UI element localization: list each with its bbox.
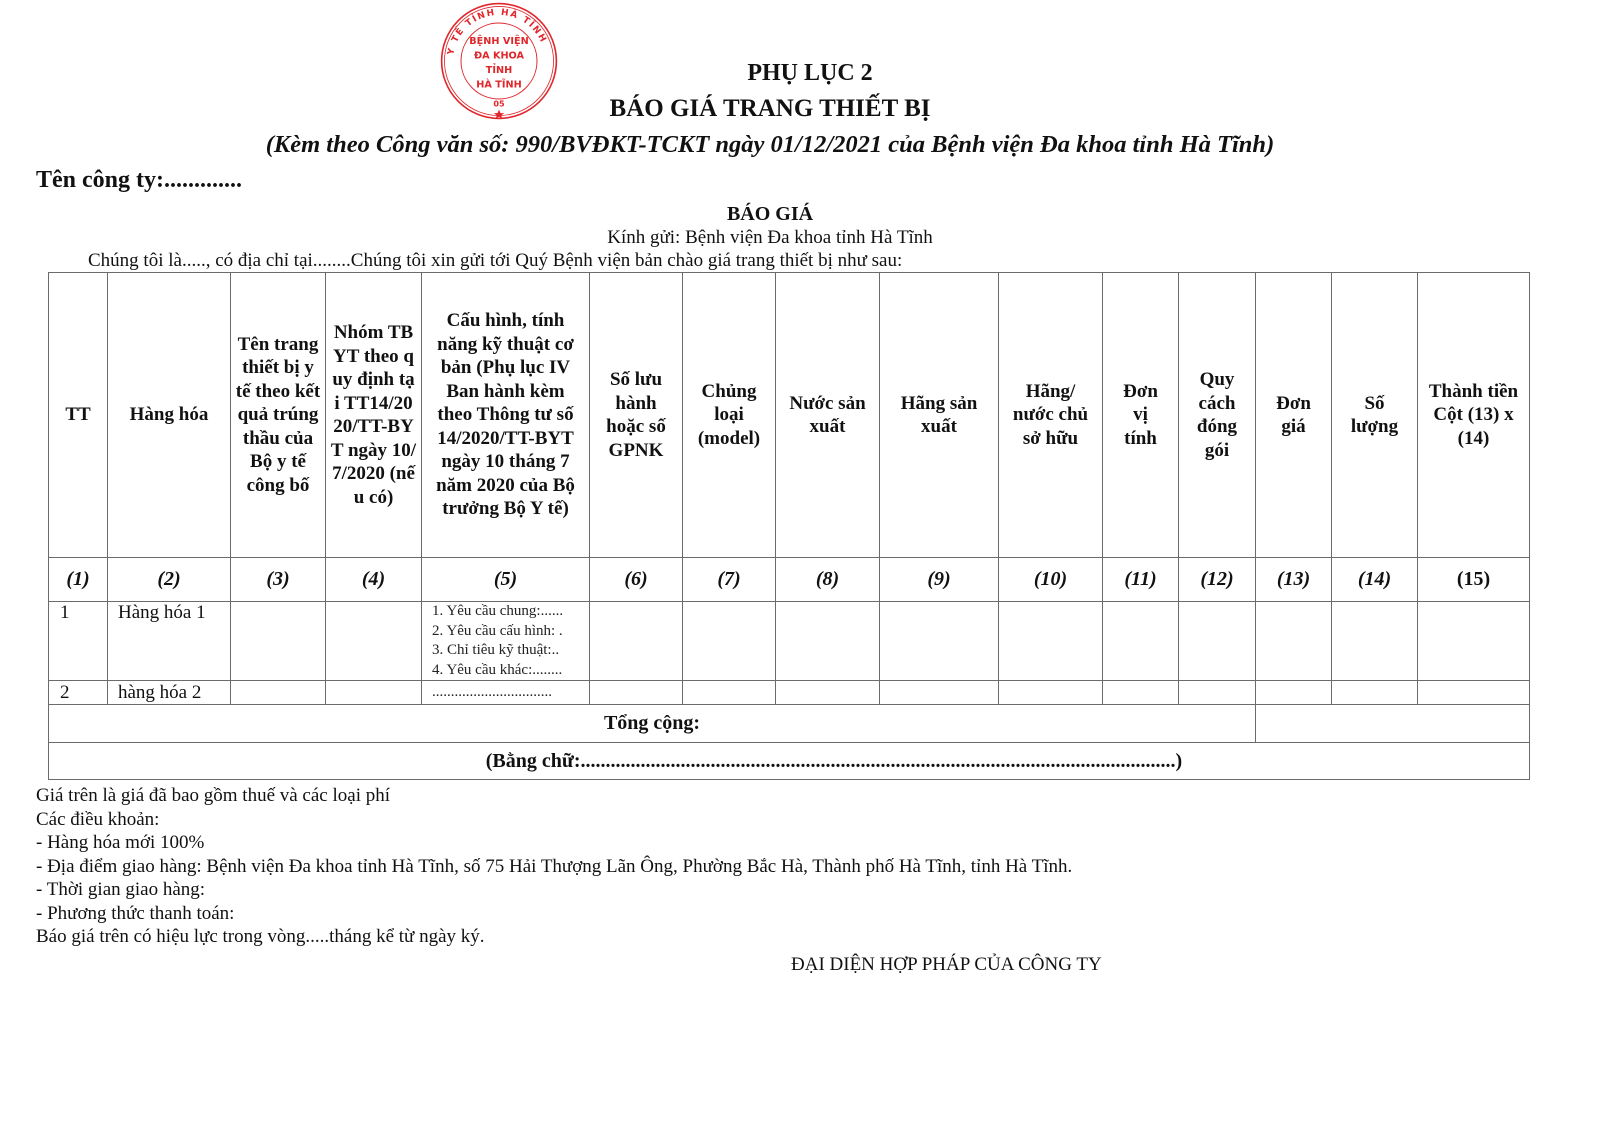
quotation-table: [48, 272, 1530, 780]
row-cell-empty[interactable]: [231, 681, 326, 705]
row-cell-empty[interactable]: [776, 602, 880, 681]
seal-ring-text: Y TẾ TỈNH HÀ TĨNH: [446, 7, 549, 56]
col-header-amount: Thành tiền Cột (13) x (14): [1418, 273, 1530, 558]
spec-item: 4. Yêu cầu khác:........: [432, 661, 563, 678]
row-cell-empty[interactable]: [880, 681, 999, 705]
row-cell-empty[interactable]: [1256, 681, 1332, 705]
spec-item: 2. Yêu cầu cấu hình: .: [432, 622, 563, 639]
hospital-seal-stamp: [440, 2, 558, 120]
col-header-specs: Cấu hình, tính năng kỹ thuật cơ bản (Phụ lục IV Ban hành kèm theo Thông tư số 14/2020/TT-BYT ngày 10 tháng 7 năm 2020 của Bộ trưởng Bộ Y tế): [422, 273, 590, 558]
col-header-country: Nước sản xuất: [776, 273, 880, 558]
document-subtitle: (Kèm theo Công văn số: 990/BVĐKT-TCKT ngày 01/12/2021 của Bệnh viện Đa khoa tỉnh Hà Tĩnh): [265, 131, 1275, 158]
term-item: - Thời gian giao hàng:: [36, 879, 206, 900]
quote-recipient: Kính gửi: Bệnh viện Đa khoa tỉnh Hà Tĩnh: [607, 227, 933, 248]
col-header-quantity: Số lượng: [1332, 273, 1418, 558]
row-tt: 2: [49, 681, 108, 705]
validity-note: Báo giá trên có hiệu lực trong vòng.....tháng kể từ ngày ký.: [36, 926, 485, 947]
terms-heading: Các điều khoản:: [36, 808, 160, 830]
row-cell-empty[interactable]: [1332, 602, 1418, 681]
company-name-field: Tên công ty:.............: [36, 167, 242, 193]
col-header-device-group: Nhóm TBYT theo quy định tại TT14/2020/TT-BYT ngày 10/7/2020 (nếu có): [326, 273, 422, 558]
row-cell-empty[interactable]: [231, 602, 326, 681]
total-value-cell[interactable]: [1256, 705, 1530, 743]
seal-line-3: TỈNH: [485, 65, 513, 77]
seal-line-4: HÀ TĨNH: [476, 79, 522, 91]
row-spec-list: [422, 602, 590, 681]
spec-item: ................................: [432, 683, 552, 700]
amount-in-words-text: (Bằng chữ:.......................................................................................................................): [485, 749, 1183, 772]
col-header-unit: Đơn vị tính: [1103, 273, 1179, 558]
row-cell-empty[interactable]: [1418, 602, 1530, 681]
row-cell-empty[interactable]: [1179, 602, 1256, 681]
spec-item: 1. Yêu cầu chung:......: [432, 603, 564, 619]
row-cell-empty[interactable]: [683, 681, 776, 705]
seal-line-2: ĐA KHOA: [473, 50, 525, 62]
col-header-license: Số lưu hành hoặc số GPNK: [590, 273, 683, 558]
row-cell-empty[interactable]: [1332, 681, 1418, 705]
col-number: (2): [108, 558, 231, 602]
row-cell-empty[interactable]: [683, 602, 776, 681]
row-spec-list: [422, 681, 590, 705]
amount-in-words-row: [49, 743, 1530, 780]
row-tt: 1: [49, 602, 108, 681]
appendix-title: [0, 60, 1600, 87]
row-cell-empty[interactable]: [1179, 681, 1256, 705]
price-note: Giá trên là giá đã bao gồm thuế và các loại phí: [36, 785, 391, 806]
row-goods-name: hàng hóa 2: [108, 681, 231, 705]
seal-line-1: BỆNH VIỆN: [469, 36, 529, 48]
col-number: (1): [49, 558, 108, 602]
row-cell-empty[interactable]: [590, 602, 683, 681]
spec-item: 3. Chỉ tiêu kỹ thuật:..: [432, 642, 560, 658]
col-number: (3): [231, 558, 326, 602]
row-cell-empty[interactable]: [776, 681, 880, 705]
term-item: - Địa điểm giao hàng: Bệnh viện Đa khoa tỉnh Hà Tĩnh, số 75 Hải Thượng Lãn Ông, Phường Bắc Hà, Thành phố Hà Tĩnh, tỉnh Hà Tĩnh.: [36, 855, 1073, 877]
appendix-title-text: PHỤ LỤC 2: [747, 60, 873, 86]
row-cell-empty[interactable]: [880, 602, 999, 681]
col-number: (7): [683, 558, 776, 602]
col-number: (15): [1418, 558, 1530, 602]
row-cell-empty[interactable]: [590, 681, 683, 705]
row-cell-empty[interactable]: [999, 681, 1103, 705]
row-cell-empty[interactable]: [1256, 602, 1332, 681]
col-number: (12): [1179, 558, 1256, 602]
term-item: - Hàng hóa mới 100%: [36, 832, 205, 853]
col-header-tt: TT: [49, 273, 108, 558]
row-cell-empty[interactable]: [1103, 681, 1179, 705]
col-header-device-name: Tên trang thiết bị y tế theo kết quả trúng thầu của Bộ y tế công bố: [231, 273, 326, 558]
col-header-manufacturer: Hãng sản xuất: [880, 273, 999, 558]
col-header-model: Chủng loại (model): [683, 273, 776, 558]
col-number: (9): [880, 558, 999, 602]
col-header-packaging: Quy cách đóng gói: [1179, 273, 1256, 558]
col-header-owner: Hãng/ nước chủ sở hữu: [999, 273, 1103, 558]
col-number: (13): [1256, 558, 1332, 602]
col-number: (6): [590, 558, 683, 602]
terms-section: [36, 784, 1072, 949]
amount-in-words: [49, 743, 1530, 780]
row-cell-empty[interactable]: [1418, 681, 1530, 705]
total-row: [49, 705, 1530, 743]
column-number-row: [49, 558, 1530, 602]
col-number: (14): [1332, 558, 1418, 602]
col-number: (4): [326, 558, 422, 602]
row-cell-empty[interactable]: [326, 681, 422, 705]
total-label: Tổng cộng:: [49, 705, 1256, 743]
quote-heading: BÁO GIÁ: [726, 203, 814, 225]
term-item: - Phương thức thanh toán:: [36, 902, 235, 924]
table-row: [49, 602, 1530, 681]
row-goods-name: Hàng hóa 1: [108, 602, 231, 681]
row-cell-empty[interactable]: [326, 602, 422, 681]
quote-intro: Chúng tôi là....., có địa chỉ tại........Chúng tôi xin gửi tới Quý Bệnh viện bản chào giá trang thiết bị như sau:: [88, 250, 903, 271]
col-number: (10): [999, 558, 1103, 602]
col-header-unit-price: Đơn giá: [1256, 273, 1332, 558]
col-number: (8): [776, 558, 880, 602]
table-row: [49, 681, 1530, 705]
col-number: (5): [422, 558, 590, 602]
table-header-row: [49, 273, 1530, 558]
row-cell-empty[interactable]: [999, 602, 1103, 681]
row-cell-empty[interactable]: [1103, 602, 1179, 681]
document-title: BÁO GIÁ TRANG THIẾT BỊ: [609, 95, 931, 122]
seal-ring-number: 05: [493, 98, 505, 109]
col-number: (11): [1103, 558, 1179, 602]
legal-representative-signature-label: ĐẠI DIỆN HỢP PHÁP CỦA CÔNG TY: [791, 954, 1102, 975]
col-header-goods: Hàng hóa: [108, 273, 231, 558]
